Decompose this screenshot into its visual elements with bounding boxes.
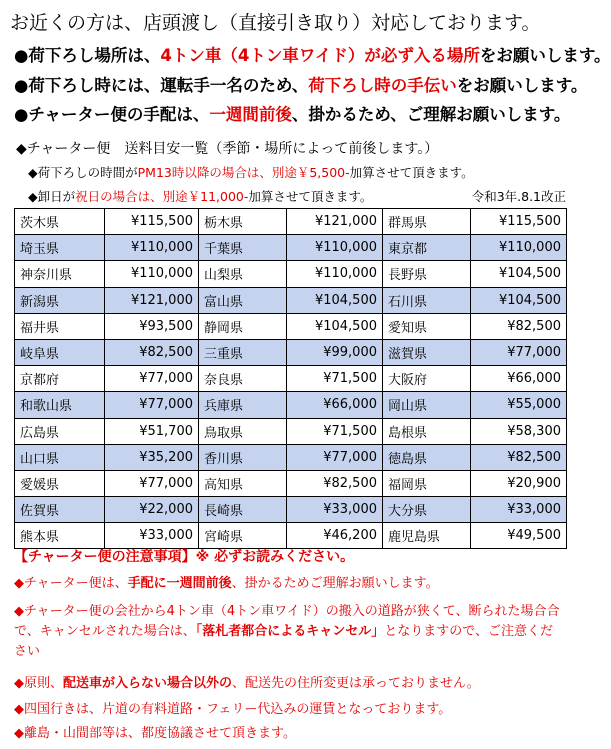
rate-prefecture: 大分県 (383, 497, 471, 523)
rate-price: ¥35,200 (105, 444, 199, 470)
rate-prefecture: 神奈川県 (15, 261, 105, 287)
rate-prefecture: 愛媛県 (15, 470, 105, 496)
rate-price: ¥77,000 (105, 392, 199, 418)
rate-prefecture: 香川県 (199, 444, 287, 470)
rate-price: ¥82,500 (471, 313, 567, 339)
rate-price: ¥20,900 (471, 470, 567, 496)
note-time-prefix: ◆荷下ろしの時間が (28, 165, 138, 180)
rate-row (15, 209, 567, 235)
note-holiday-highlight: 祝日の場合は、別途￥11,000- (75, 189, 249, 204)
rate-price: ¥93,500 (105, 313, 199, 339)
rate-price: ¥55,000 (471, 392, 567, 418)
rate-price: ¥77,000 (105, 366, 199, 392)
rate-price: ¥104,500 (471, 287, 567, 313)
page-heading: お近くの方は、店頭渡し（直接引き取り）対応しております。 (10, 12, 541, 34)
rate-row (15, 444, 567, 470)
rate-prefecture: 茨木県 (15, 209, 105, 235)
caution-4 (14, 698, 451, 717)
rate-prefecture: 徳島県 (383, 444, 471, 470)
rate-row (15, 392, 567, 418)
rate-prefecture: 高知県 (199, 470, 287, 496)
notice-bullet-part: 、掛かるため、ご理解お願いします。 (291, 105, 571, 124)
caution-4-mark: ◆ (14, 702, 24, 717)
rate-prefecture: 島根県 (383, 418, 471, 444)
notice-bullet-part: をお願いします。 (479, 46, 611, 65)
caution-2-tail: となりますので、ご注意ください (14, 624, 554, 659)
caution-3-text: 原則、 (24, 676, 64, 691)
rate-price: ¥66,000 (471, 366, 567, 392)
rate-price: ¥121,000 (105, 287, 199, 313)
rate-price: ¥82,500 (287, 470, 383, 496)
section-title: ◆チャーター便 送料目安一覧（季節・場所によって前後します。） (16, 141, 439, 157)
rate-row (15, 418, 567, 444)
rate-price: ¥22,000 (105, 497, 199, 523)
note-time-highlight: PM13時以降の場合は、別途￥5,500- (137, 165, 350, 180)
rate-row (15, 523, 567, 549)
note-time (28, 163, 474, 181)
rate-price: ¥46,200 (287, 523, 383, 549)
note-holiday (28, 187, 566, 205)
caution-1-text: チャーター便は、 (24, 576, 128, 591)
rate-price: ¥77,000 (105, 470, 199, 496)
caution-1-mark: ◆ (14, 576, 24, 591)
caution-title: 【チャーター便の注意事項】※ 必ずお読みください。 (14, 549, 355, 565)
notice-bullet-part: ●荷下ろし場所は、 (14, 46, 161, 65)
rate-price: ¥110,000 (105, 235, 199, 261)
notice-bullet (14, 42, 611, 66)
rate-prefecture: 長野県 (383, 261, 471, 287)
caution-5 (14, 722, 296, 741)
rate-row (15, 235, 567, 261)
rate-prefecture: 兵庫県 (199, 392, 287, 418)
rate-price: ¥71,500 (287, 418, 383, 444)
caution-3-tail: 、配送先の住所変更は承っておりません。 (232, 676, 480, 691)
revision-date: 令和3年.8.1改正 (471, 189, 566, 204)
caution-3 (14, 672, 480, 691)
caution-1 (14, 572, 439, 591)
rate-prefecture: 山梨県 (199, 261, 287, 287)
rate-price: ¥77,000 (287, 444, 383, 470)
rate-price: ¥82,500 (471, 444, 567, 470)
rate-prefecture: 大阪府 (383, 366, 471, 392)
rate-price: ¥49,500 (471, 523, 567, 549)
rate-prefecture: 新潟県 (15, 287, 105, 313)
rate-price: ¥58,300 (471, 418, 567, 444)
rate-price: ¥33,000 (471, 497, 567, 523)
notice-bullet-part: ●チャーター便の手配は、 (14, 105, 210, 124)
rate-prefecture: 長崎県 (199, 497, 287, 523)
caution-1-emph: 手配に一週間前後 (127, 576, 232, 591)
rate-prefecture: 石川県 (383, 287, 471, 313)
note-time-suffix: 加算させて頂きます。 (349, 165, 474, 180)
rate-row (15, 261, 567, 287)
rate-prefecture: 三重県 (199, 339, 287, 365)
caution-3-emph: 配送車が入らない場合以外の (63, 676, 233, 691)
rate-prefecture: 福岡県 (383, 470, 471, 496)
rate-row (15, 287, 567, 313)
rate-row (15, 339, 567, 365)
rate-prefecture: 宮崎県 (199, 523, 287, 549)
caution-2-text: チャーター便の会社から4トン車（4トン車ワイド）の搬入の道路が狭くて、断られた場合合で、キャンセルされた場合は、 (14, 604, 560, 639)
rate-price: ¥33,000 (105, 523, 199, 549)
caution-5-text: 離島・山間部等は、都度協議させて頂きます。 (24, 726, 296, 741)
rate-price: ¥104,500 (471, 261, 567, 287)
notice-bullet-part: 4トン車（4トン車ワイド）が必ず入る場所 (160, 46, 480, 65)
rate-price: ¥104,500 (287, 313, 383, 339)
rate-prefecture: 福井県 (15, 313, 105, 339)
rate-price: ¥110,000 (471, 235, 567, 261)
rate-prefecture: 千葉県 (199, 235, 287, 261)
rate-price: ¥115,500 (105, 209, 199, 235)
caution-2 (14, 602, 564, 662)
rate-prefecture: 山口県 (15, 444, 105, 470)
rate-prefecture: 京都府 (15, 366, 105, 392)
note-holiday-suffix: 加算させて頂きます。 (248, 189, 373, 204)
rate-price: ¥110,000 (105, 261, 199, 287)
rate-prefecture: 東京都 (383, 235, 471, 261)
caution-2-mark: ◆ (14, 604, 24, 619)
rate-row (15, 470, 567, 496)
rate-prefecture: 愛知県 (383, 313, 471, 339)
rate-price: ¥77,000 (471, 339, 567, 365)
notice-bullet-part: ●荷下ろし時には、運転手一名のため、 (14, 76, 309, 95)
rate-price: ¥110,000 (287, 261, 383, 287)
rate-row (15, 313, 567, 339)
rate-price: ¥82,500 (105, 339, 199, 365)
caution-2-emph: 「落札者都合によるキャンセル」 (195, 624, 385, 639)
caution-5-mark: ◆ (14, 726, 24, 741)
rate-prefecture: 静岡県 (199, 313, 287, 339)
rate-prefecture: 鹿児島県 (383, 523, 471, 549)
rate-prefecture: 和歌山県 (15, 392, 105, 418)
rate-table (14, 208, 567, 549)
rate-price: ¥51,700 (105, 418, 199, 444)
rate-prefecture: 鳥取県 (199, 418, 287, 444)
rate-prefecture: 群馬県 (383, 209, 471, 235)
rate-prefecture: 熊本県 (15, 523, 105, 549)
rate-prefecture: 岐阜県 (15, 339, 105, 365)
caution-4-text: 四国行きは、片道の有料道路・フェリー代込みの運賃となっております。 (24, 702, 452, 717)
caution-3-mark: ◆ (14, 676, 24, 691)
rate-price: ¥33,000 (287, 497, 383, 523)
rate-prefecture: 富山県 (199, 287, 287, 313)
rate-prefecture: 岡山県 (383, 392, 471, 418)
rate-price: ¥104,500 (287, 287, 383, 313)
rate-price: ¥99,000 (287, 339, 383, 365)
rate-price: ¥121,000 (287, 209, 383, 235)
rate-price: ¥110,000 (287, 235, 383, 261)
rate-price: ¥66,000 (287, 392, 383, 418)
notice-bullet (14, 101, 570, 125)
rate-prefecture: 栃木県 (199, 209, 287, 235)
rate-prefecture: 滋賀県 (383, 339, 471, 365)
rate-row (15, 497, 567, 523)
note-holiday-prefix: ◆卸日が (28, 189, 76, 204)
rate-price: ¥115,500 (471, 209, 567, 235)
rate-price: ¥71,500 (287, 366, 383, 392)
rate-prefecture: 埼玉県 (15, 235, 105, 261)
rate-row (15, 366, 567, 392)
notice-bullet-part: 荷下ろし時の手伝い (308, 76, 457, 95)
notice-bullet-part: をお願いします。 (456, 76, 588, 95)
rate-prefecture: 奈良県 (199, 366, 287, 392)
rate-prefecture: 佐賀県 (15, 497, 105, 523)
rate-prefecture: 広島県 (15, 418, 105, 444)
caution-1-tail: 、掛かるためご理解お願いします。 (231, 576, 439, 591)
notice-bullet (14, 72, 587, 96)
notice-bullet-part: 一週間前後 (209, 105, 292, 124)
